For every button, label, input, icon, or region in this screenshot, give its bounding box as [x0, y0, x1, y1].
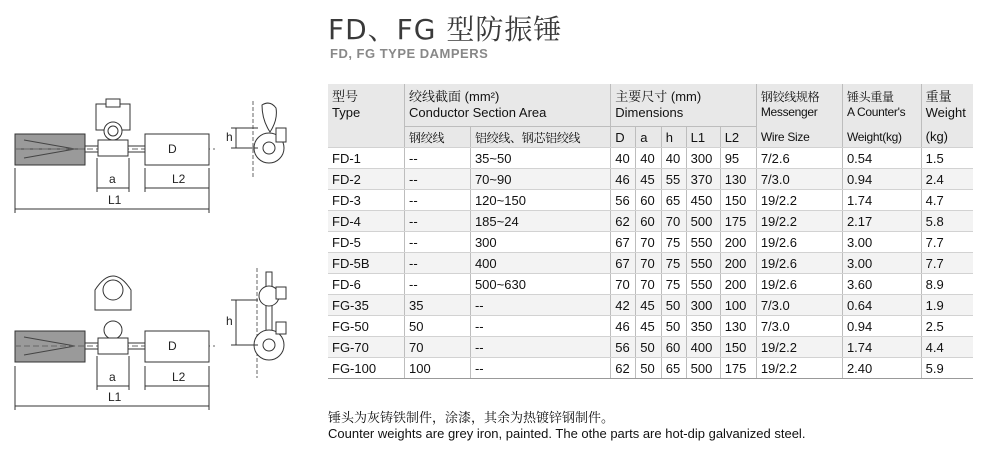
cell-a: 60: [636, 190, 662, 211]
cell-type: FD-5: [328, 232, 405, 253]
cell-l1: 550: [686, 274, 720, 295]
table-row: [328, 358, 973, 379]
cell-cw: 0.54: [842, 148, 921, 169]
cell-a: 70: [636, 253, 662, 274]
cell-l1: 400: [686, 337, 720, 358]
cell-steel: --: [405, 211, 471, 232]
dim-header-en: Dimensions: [611, 105, 757, 127]
cell-h: 75: [661, 232, 686, 253]
cell-steel: --: [405, 148, 471, 169]
cell-h: 75: [661, 253, 686, 274]
cell-alu: --: [470, 316, 610, 337]
fd-end-view: [231, 101, 286, 178]
steel-strand-header: 钢绞线: [405, 127, 471, 148]
cw-header-en2: Weight(kg): [842, 127, 921, 148]
cell-a: 45: [636, 295, 662, 316]
cell-alu: 35~50: [470, 148, 610, 169]
page-title: FD、FG 型防振锤: [328, 13, 563, 46]
cell-h: 50: [661, 316, 686, 337]
cell-wt: 2.4: [921, 169, 973, 190]
cell-d: 56: [611, 337, 636, 358]
cell-l2: 200: [720, 232, 756, 253]
cell-a: 70: [636, 232, 662, 253]
cell-type: FG-70: [328, 337, 405, 358]
cell-wire: 19/2.2: [756, 190, 842, 211]
cell-d: 62: [611, 211, 636, 232]
cell-l1: 300: [686, 148, 720, 169]
cell-cw: 0.94: [842, 316, 921, 337]
footnote: [328, 410, 805, 442]
cell-l2: 150: [720, 190, 756, 211]
table-row: [328, 169, 973, 190]
damper-drawings: [0, 0, 320, 461]
dim-h-bottom: h: [226, 314, 233, 328]
cell-wt: 4.4: [921, 337, 973, 358]
cell-wt: 1.9: [921, 295, 973, 316]
cell-alu: --: [470, 337, 610, 358]
cell-cw: 3.00: [842, 253, 921, 274]
cell-l1: 370: [686, 169, 720, 190]
table-row: [328, 232, 973, 253]
dim-l1-bottom: L1: [108, 390, 122, 404]
cell-alu: --: [470, 358, 610, 379]
cell-h: 50: [661, 295, 686, 316]
cell-wt: 4.7: [921, 190, 973, 211]
alu-strand-header: 铝绞线、钢芯铝绞线: [470, 127, 610, 148]
cell-steel: --: [405, 274, 471, 295]
dim-col-l2: L2: [720, 127, 756, 148]
cell-type: FG-35: [328, 295, 405, 316]
cell-a: 70: [636, 274, 662, 295]
wt-header-en1: Weight: [921, 105, 973, 127]
cell-l1: 450: [686, 190, 720, 211]
cell-alu: 120~150: [470, 190, 610, 211]
table-row: [328, 253, 973, 274]
cell-cw: 1.74: [842, 190, 921, 211]
cell-wire: 7/3.0: [756, 316, 842, 337]
cell-cw: 3.00: [842, 232, 921, 253]
table-row: [328, 211, 973, 232]
table-row: [328, 190, 973, 211]
cell-l1: 500: [686, 358, 720, 379]
cell-l1: 300: [686, 295, 720, 316]
dim-header-cn: 主要尺寸 (mm): [611, 84, 757, 105]
wire-header-en2: Wire Size: [756, 127, 842, 148]
cell-wire: 19/2.2: [756, 358, 842, 379]
dim-l2-bottom: L2: [172, 370, 186, 384]
cell-d: 67: [611, 232, 636, 253]
table-row: [328, 316, 973, 337]
cell-cw: 0.94: [842, 169, 921, 190]
cell-l1: 350: [686, 316, 720, 337]
cell-h: 65: [661, 358, 686, 379]
cell-l2: 175: [720, 358, 756, 379]
type-header-cn: 型号: [328, 84, 405, 105]
cell-h: 70: [661, 211, 686, 232]
cell-l2: 100: [720, 295, 756, 316]
wt-header-en2: (kg): [921, 127, 973, 148]
cell-l1: 500: [686, 211, 720, 232]
table-row: [328, 274, 973, 295]
cell-h: 60: [661, 337, 686, 358]
cell-steel: --: [405, 169, 471, 190]
cell-wire: 19/2.2: [756, 337, 842, 358]
wire-header-cn: 钢铰线规格: [756, 84, 842, 105]
cell-wire: 7/2.6: [756, 148, 842, 169]
cell-steel: 35: [405, 295, 471, 316]
cell-a: 60: [636, 211, 662, 232]
cell-cw: 2.40: [842, 358, 921, 379]
cell-wire: 19/2.6: [756, 253, 842, 274]
cell-alu: --: [470, 295, 610, 316]
dim-h-top: h: [226, 130, 233, 144]
cell-l2: 130: [720, 316, 756, 337]
cell-l2: 200: [720, 274, 756, 295]
section-header-cn: 绞线截面 (mm²): [405, 84, 611, 105]
table-row: [328, 337, 973, 358]
cell-cw: 0.64: [842, 295, 921, 316]
dim-col-h: h: [661, 127, 686, 148]
cell-l1: 550: [686, 232, 720, 253]
cell-alu: 70~90: [470, 169, 610, 190]
cell-d: 46: [611, 316, 636, 337]
dim-d-top: D: [168, 142, 177, 156]
cell-type: FD-3: [328, 190, 405, 211]
cell-wire: 7/3.0: [756, 295, 842, 316]
cell-d: 46: [611, 169, 636, 190]
cell-type: FD-6: [328, 274, 405, 295]
cell-wire: 19/2.2: [756, 211, 842, 232]
fg-end-view: [231, 268, 286, 378]
cell-alu: 400: [470, 253, 610, 274]
cell-wire: 19/2.6: [756, 232, 842, 253]
cell-d: 42: [611, 295, 636, 316]
cell-d: 70: [611, 274, 636, 295]
cell-a: 45: [636, 316, 662, 337]
cell-cw: 2.17: [842, 211, 921, 232]
cell-l2: 200: [720, 253, 756, 274]
cell-wire: 7/3.0: [756, 169, 842, 190]
cell-l2: 130: [720, 169, 756, 190]
cell-h: 75: [661, 274, 686, 295]
cell-wt: 5.9: [921, 358, 973, 379]
footnote-en: Counter weights are grey iron, painted. The othe parts are hot-dip galvanized steel.: [328, 426, 806, 441]
cell-cw: 1.74: [842, 337, 921, 358]
cell-alu: 185~24: [470, 211, 610, 232]
dim-d-bottom: D: [168, 339, 177, 353]
cell-type: FG-50: [328, 316, 405, 337]
cell-type: FD-4: [328, 211, 405, 232]
header-row-1: [328, 84, 973, 105]
cell-type: FD-1: [328, 148, 405, 169]
type-header-en: Type: [328, 105, 405, 127]
cell-steel: --: [405, 190, 471, 211]
header-row-3: [328, 127, 973, 148]
cell-l1: 550: [686, 253, 720, 274]
wt-header-cn: 重量: [921, 84, 973, 105]
cell-wt: 7.7: [921, 232, 973, 253]
section-header-en: Conductor Section Area: [405, 105, 611, 127]
spec-table: [328, 84, 973, 379]
cell-a: 40: [636, 148, 662, 169]
cw-header-cn: 锤头重量: [842, 84, 921, 105]
cell-d: 67: [611, 253, 636, 274]
footnote-cn: 锤头为灰铸铁制件，涂漆，其余为热镀锌钢制件。: [328, 410, 615, 425]
cell-wt: 7.7: [921, 253, 973, 274]
cell-steel: 100: [405, 358, 471, 379]
cell-wt: 2.5: [921, 316, 973, 337]
cell-d: 40: [611, 148, 636, 169]
cell-steel: --: [405, 253, 471, 274]
cell-d: 56: [611, 190, 636, 211]
dim-col-l1: L1: [686, 127, 720, 148]
cell-l2: 95: [720, 148, 756, 169]
cell-h: 65: [661, 190, 686, 211]
cw-header-en1: A Counter's: [842, 105, 921, 127]
wire-header-en1: Messenger: [756, 105, 842, 127]
cell-l2: 175: [720, 211, 756, 232]
table-row: [328, 148, 973, 169]
cell-type: FD-2: [328, 169, 405, 190]
cell-a: 45: [636, 169, 662, 190]
dim-a-top: a: [109, 172, 116, 186]
cell-steel: 70: [405, 337, 471, 358]
dim-a-bottom: a: [109, 370, 116, 384]
cell-h: 40: [661, 148, 686, 169]
cell-wt: 1.5: [921, 148, 973, 169]
cell-a: 50: [636, 358, 662, 379]
cell-type: FG-100: [328, 358, 405, 379]
cell-alu: 300: [470, 232, 610, 253]
dim-col-a: a: [636, 127, 662, 148]
page-subtitle: FD, FG TYPE DAMPERS: [330, 46, 489, 61]
cell-wt: 8.9: [921, 274, 973, 295]
table-row: [328, 295, 973, 316]
dim-l1-top: L1: [108, 193, 122, 207]
cell-type: FD-5B: [328, 253, 405, 274]
dim-l2-top: L2: [172, 172, 186, 186]
cell-steel: --: [405, 232, 471, 253]
spec-table-body: [328, 148, 973, 379]
header-row-2: [328, 105, 973, 127]
cell-d: 62: [611, 358, 636, 379]
dim-col-d: D: [611, 127, 636, 148]
cell-wire: 19/2.6: [756, 274, 842, 295]
cell-steel: 50: [405, 316, 471, 337]
cell-h: 55: [661, 169, 686, 190]
cell-l2: 150: [720, 337, 756, 358]
cell-a: 50: [636, 337, 662, 358]
cell-wt: 5.8: [921, 211, 973, 232]
cell-cw: 3.60: [842, 274, 921, 295]
type-header-blank: [328, 127, 405, 148]
cell-alu: 500~630: [470, 274, 610, 295]
